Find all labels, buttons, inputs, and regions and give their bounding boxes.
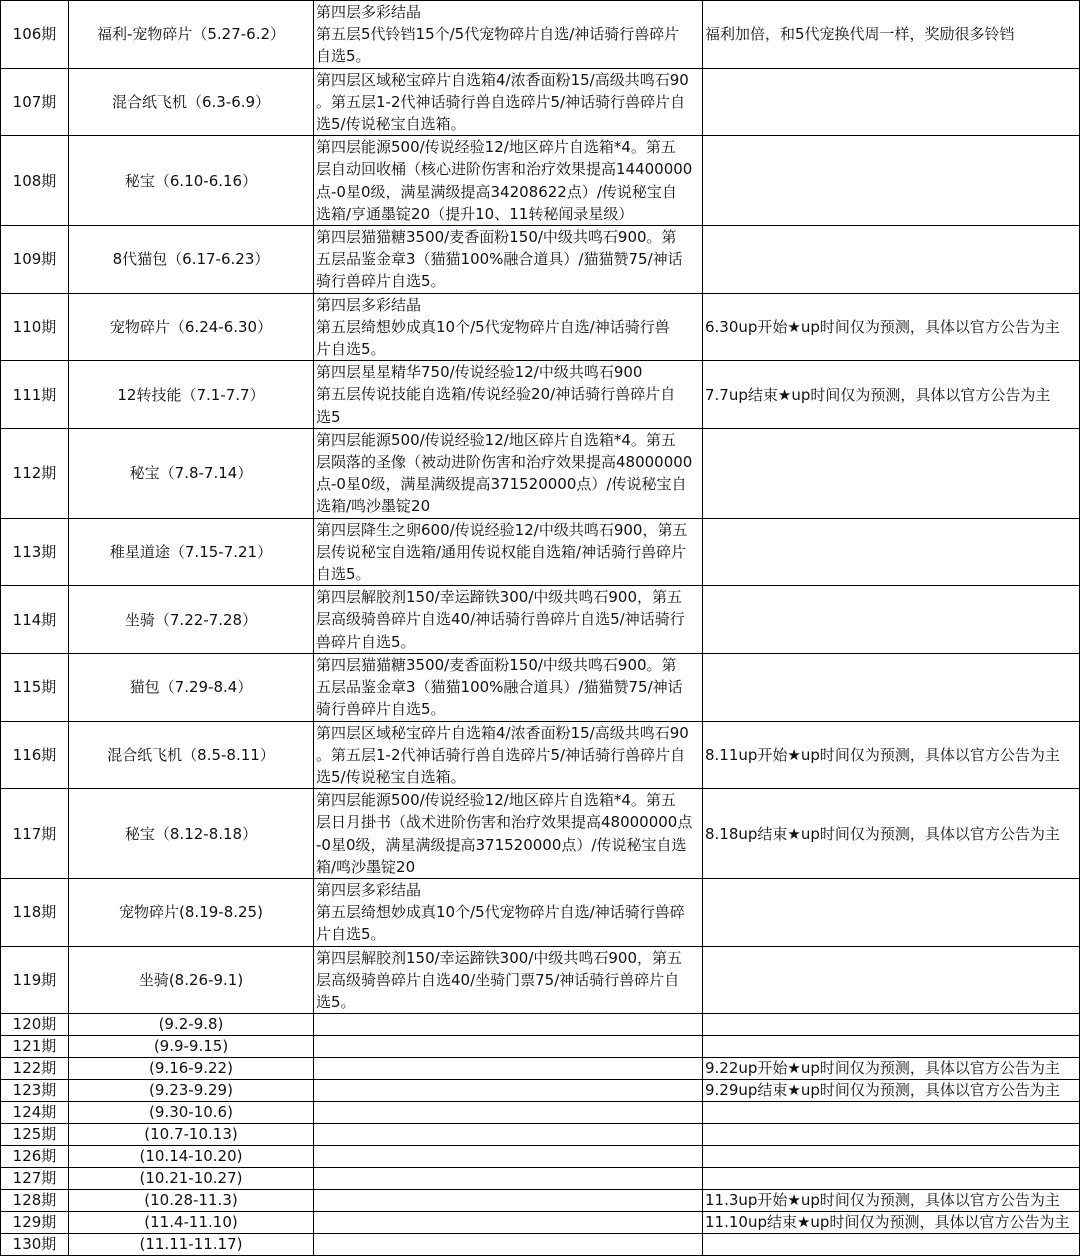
theme-cell: 福利-宠物碎片（5.27-6.2） bbox=[69, 1, 314, 69]
theme-cell: 坐骑（7.22-7.28） bbox=[69, 586, 314, 654]
table-row bbox=[1, 226, 1080, 294]
table-row bbox=[1, 361, 1080, 429]
period-cell: 115期 bbox=[1, 653, 69, 721]
table-row bbox=[1, 136, 1080, 226]
theme-cell: 12转技能（7.1-7.7） bbox=[69, 361, 314, 429]
period-cell: 126期 bbox=[1, 1146, 69, 1168]
period-cell: 106期 bbox=[1, 1, 69, 69]
period-cell: 127期 bbox=[1, 1168, 69, 1190]
note-cell: 11.3up开始★up时间仅为预测，具体以官方公告为主 bbox=[703, 1190, 1080, 1212]
reward-cell bbox=[314, 1080, 703, 1102]
reward-cell bbox=[314, 1102, 703, 1124]
reward-cell bbox=[314, 1190, 703, 1212]
table-row bbox=[1, 1146, 1080, 1168]
theme-cell: (10.7-10.13) bbox=[69, 1124, 314, 1146]
note-cell: 8.18up结束★up时间仅为预测，具体以官方公告为主 bbox=[703, 789, 1080, 879]
theme-cell: 8代猫包（6.17-6.23） bbox=[69, 226, 314, 294]
theme-cell: (10.28-11.3) bbox=[69, 1190, 314, 1212]
table-row bbox=[1, 518, 1080, 586]
reward-cell bbox=[314, 1168, 703, 1190]
table-row bbox=[1, 946, 1080, 1014]
reward-cell: 第四层降生之卵600/传说经验12/中级共鸣石900，第五 层传说秘宝自选箱/通用传说权能自选箱/神话骑行兽碎片 自选5。 bbox=[314, 518, 703, 586]
note-cell: 8.11up开始★up时间仅为预测，具体以官方公告为主 bbox=[703, 721, 1080, 789]
note-cell bbox=[703, 136, 1080, 226]
reward-cell bbox=[314, 1212, 703, 1234]
note-cell bbox=[703, 226, 1080, 294]
theme-cell: 稚星道途（7.15-7.21） bbox=[69, 518, 314, 586]
theme-cell: (9.23-9.29) bbox=[69, 1080, 314, 1102]
period-cell: 111期 bbox=[1, 361, 69, 429]
reward-cell: 第四层多彩结晶 第五层5代铃铛15个/5代宠物碎片自选/神话骑行兽碎片 自选5。 bbox=[314, 1, 703, 69]
theme-cell: 猫包（7.29-8.4） bbox=[69, 653, 314, 721]
note-cell bbox=[703, 1102, 1080, 1124]
reward-cell bbox=[314, 1058, 703, 1080]
note-cell bbox=[703, 878, 1080, 946]
reward-cell: 第四层星星精华750/传说经验12/中级共鸣石900 第五层传说技能自选箱/传说经验20/神话骑行兽碎片自 选5 bbox=[314, 361, 703, 429]
theme-cell: (10.21-10.27) bbox=[69, 1168, 314, 1190]
period-cell: 107期 bbox=[1, 68, 69, 136]
period-cell: 119期 bbox=[1, 946, 69, 1014]
reward-cell: 第四层能源500/传说经验12/地区碎片自选箱*4。第五 层日月掛书（战术进阶伤害和治疗效果提高48000000点 -0星0级，满星满级提高371520000点）/传说秘宝自选 箱/鸣沙墨锭20 bbox=[314, 789, 703, 879]
note-cell bbox=[703, 946, 1080, 1014]
period-cell: 122期 bbox=[1, 1058, 69, 1080]
reward-cell: 第四层能源500/传说经验12/地区碎片自选箱*4。第五 层自动回收桶（核心进阶伤害和治疗效果提高14400000 点-0星0级，满星满级提高34208622点）/传说秘宝自 选箱/亨通墨锭20（提升10、11转秘闻录星级） bbox=[314, 136, 703, 226]
reward-cell: 第四层猫猫糖3500/麦香面粉150/中级共鸣石900。第 五层品鉴金章3（猫猫100%融合道具）/猫猫赞75/神话 骑行兽碎片自选5。 bbox=[314, 226, 703, 294]
period-cell: 109期 bbox=[1, 226, 69, 294]
note-cell: 7.7up结束★up时间仅为预测，具体以官方公告为主 bbox=[703, 361, 1080, 429]
note-cell bbox=[703, 1036, 1080, 1058]
reward-cell bbox=[314, 1014, 703, 1036]
table-row bbox=[1, 428, 1080, 518]
theme-cell: 秘宝（6.10-6.16） bbox=[69, 136, 314, 226]
table-row bbox=[1, 1014, 1080, 1036]
period-cell: 116期 bbox=[1, 721, 69, 789]
table-row bbox=[1, 1058, 1080, 1080]
period-cell: 128期 bbox=[1, 1190, 69, 1212]
period-cell: 129期 bbox=[1, 1212, 69, 1234]
note-cell bbox=[703, 1146, 1080, 1168]
note-cell bbox=[703, 1124, 1080, 1146]
period-cell: 120期 bbox=[1, 1014, 69, 1036]
period-cell: 114期 bbox=[1, 586, 69, 654]
theme-cell: (9.2-9.8) bbox=[69, 1014, 314, 1036]
note-cell bbox=[703, 428, 1080, 518]
reward-cell: 第四层解胶剂150/幸运蹄铁300/中级共鸣石900，第五 层高级骑兽碎片自选40/神话骑行兽碎片自选5/神话骑行 兽碎片自选5。 bbox=[314, 586, 703, 654]
table-row bbox=[1, 789, 1080, 879]
note-cell: 11.10up结束★up时间仅为预测，具体以官方公告为主 bbox=[703, 1212, 1080, 1234]
theme-cell: (9.16-9.22) bbox=[69, 1058, 314, 1080]
table-row bbox=[1, 293, 1080, 361]
reward-cell: 第四层区域秘宝碎片自选箱4/浓香面粉15/高级共鸣石90 。第五层1-2代神话骑行兽自选碎片5/神话骑行兽碎片自 选5/传说秘宝自选箱。 bbox=[314, 68, 703, 136]
period-cell: 123期 bbox=[1, 1080, 69, 1102]
table-row bbox=[1, 1124, 1080, 1146]
period-cell: 117期 bbox=[1, 789, 69, 879]
theme-cell: 秘宝（7.8-7.14） bbox=[69, 428, 314, 518]
theme-cell: (9.30-10.6) bbox=[69, 1102, 314, 1124]
theme-cell: (9.9-9.15) bbox=[69, 1036, 314, 1058]
period-cell: 124期 bbox=[1, 1102, 69, 1124]
table-row bbox=[1, 1102, 1080, 1124]
note-cell: 福利加倍，和5代宠换代周一样，奖励很多铃铛 bbox=[703, 1, 1080, 69]
reward-cell: 第四层能源500/传说经验12/地区碎片自选箱*4。第五 层陨落的圣像（被动进阶伤害和治疗效果提高48000000 点-0星0级，满星满级提高371520000点）/传说秘宝自 选箱/鸣沙墨锭20 bbox=[314, 428, 703, 518]
reward-cell: 第四层猫猫糖3500/麦香面粉150/中级共鸣石900。第 五层品鉴金章3（猫猫100%融合道具）/猫猫赞75/神话 骑行兽碎片自选5。 bbox=[314, 653, 703, 721]
table-row bbox=[1, 1168, 1080, 1190]
reward-cell bbox=[314, 1036, 703, 1058]
table-row bbox=[1, 1190, 1080, 1212]
table-row bbox=[1, 878, 1080, 946]
period-cell: 113期 bbox=[1, 518, 69, 586]
reward-cell: 第四层区域秘宝碎片自选箱4/浓香面粉15/高级共鸣石90 。第五层1-2代神话骑行兽自选碎片5/神话骑行兽碎片自 选5/传说秘宝自选箱。 bbox=[314, 721, 703, 789]
note-cell: 6.30up开始★up时间仅为预测，具体以官方公告为主 bbox=[703, 293, 1080, 361]
schedule-table-body bbox=[1, 1, 1080, 1256]
note-cell bbox=[703, 653, 1080, 721]
theme-cell: 坐骑(8.26-9.1) bbox=[69, 946, 314, 1014]
note-cell bbox=[703, 1014, 1080, 1036]
reward-cell: 第四层解胶剂150/幸运蹄铁300/中级共鸣石900，第五 层高级骑兽碎片自选40/坐骑门票75/神话骑行兽碎片自 选5。 bbox=[314, 946, 703, 1014]
reward-cell: 第四层多彩结晶 第五层绮想妙成真10个/5代宠物碎片自选/神话骑行兽碎 片自选5。 bbox=[314, 878, 703, 946]
note-cell: 9.22up开始★up时间仅为预测，具体以官方公告为主 bbox=[703, 1058, 1080, 1080]
table-row bbox=[1, 653, 1080, 721]
note-cell bbox=[703, 68, 1080, 136]
theme-cell: (10.14-10.20) bbox=[69, 1146, 314, 1168]
theme-cell: (11.11-11.17) bbox=[69, 1234, 314, 1256]
period-cell: 108期 bbox=[1, 136, 69, 226]
note-cell bbox=[703, 1168, 1080, 1190]
period-cell: 110期 bbox=[1, 293, 69, 361]
note-cell bbox=[703, 586, 1080, 654]
reward-cell bbox=[314, 1146, 703, 1168]
table-row bbox=[1, 1080, 1080, 1102]
theme-cell: 混合纸飞机（8.5-8.11） bbox=[69, 721, 314, 789]
note-cell: 9.29up结束★up时间仅为预测，具体以官方公告为主 bbox=[703, 1080, 1080, 1102]
note-cell bbox=[703, 518, 1080, 586]
reward-cell bbox=[314, 1124, 703, 1146]
period-cell: 125期 bbox=[1, 1124, 69, 1146]
period-cell: 118期 bbox=[1, 878, 69, 946]
theme-cell: (11.4-11.10) bbox=[69, 1212, 314, 1234]
theme-cell: 秘宝（8.12-8.18） bbox=[69, 789, 314, 879]
table-row bbox=[1, 68, 1080, 136]
theme-cell: 宠物碎片(8.19-8.25) bbox=[69, 878, 314, 946]
reward-cell: 第四层多彩结晶 第五层绮想妙成真10个/5代宠物碎片自选/神话骑行兽 片自选5。 bbox=[314, 293, 703, 361]
table-row bbox=[1, 1036, 1080, 1058]
theme-cell: 宠物碎片（6.24-6.30） bbox=[69, 293, 314, 361]
table-row bbox=[1, 1, 1080, 69]
period-cell: 112期 bbox=[1, 428, 69, 518]
table-row bbox=[1, 586, 1080, 654]
table-row bbox=[1, 1212, 1080, 1234]
period-cell: 121期 bbox=[1, 1036, 69, 1058]
table-row bbox=[1, 721, 1080, 789]
theme-cell: 混合纸飞机（6.3-6.9） bbox=[69, 68, 314, 136]
period-cell: 130期 bbox=[1, 1234, 69, 1256]
